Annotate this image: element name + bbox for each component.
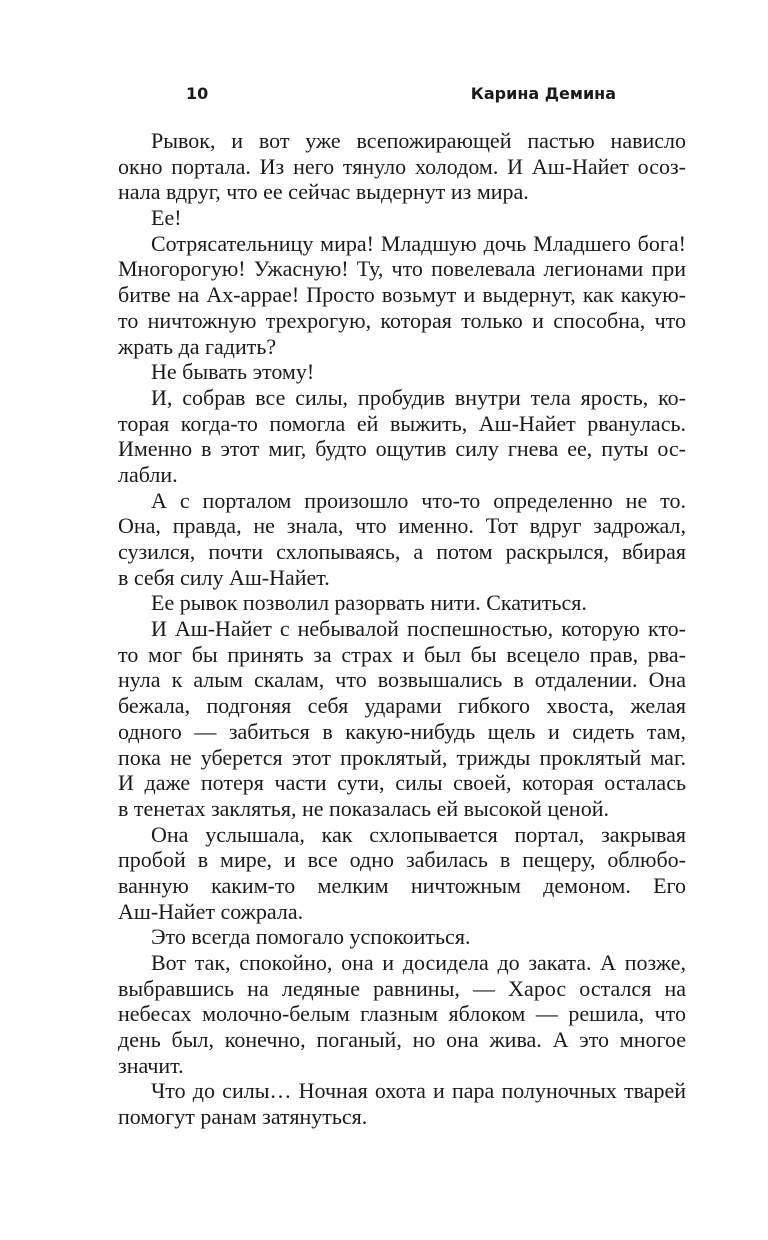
text-line: Многорогую! Ужасную! Ту, что повелевала легионами при <box>118 256 686 282</box>
paragraph <box>118 488 686 591</box>
text-line: сузился, почти схлопываясь, а потом раскрылся, вбирая <box>118 539 686 564</box>
text-line: ванную каким-то мелким ничтожным демоном. Его <box>118 872 686 898</box>
text-line: Она, правда, не знала, что именно. Тот вдруг задрожал, <box>118 513 686 539</box>
text-line: в себя силу Аш-Найет. <box>118 564 330 590</box>
text-line: Не бывать этому! <box>151 359 315 385</box>
text-line: Она услышала, как схлопывается портал, закрывая <box>151 821 686 847</box>
text-line: Что до силы… Ночная охота и пара полуночных тварей <box>151 1078 686 1104</box>
text-line: значит. <box>118 1052 184 1078</box>
paragraph <box>118 128 686 205</box>
text-line: Вот так, спокойно, она и досидела до заката. А позже, <box>151 950 686 975</box>
paragraph <box>118 359 686 385</box>
text-line: Сотрясательницу мира! Младшую дочь Младшего бога! <box>151 230 686 256</box>
paragraph <box>118 231 686 359</box>
text-line: битве на Ах-аррае! Просто возьмут и выдернут, как какую- <box>118 282 686 308</box>
text-line: Ее рывок позволил разорвать нити. Скатиться. <box>151 590 587 616</box>
text-line: жрать да гадить? <box>118 333 277 359</box>
text-line: пробой в мире, и все одно забилась в пещеру, облюбо- <box>118 847 686 873</box>
paragraph <box>118 1078 686 1129</box>
text-line: бежала, подгоняя себя ударами гибкого хвоста, желая <box>118 693 686 719</box>
paragraph <box>118 950 686 1078</box>
text-line: нула к алым скалам, что возвышались в отдалении. Она <box>118 667 686 693</box>
text-line: одного — забиться в какую-нибудь щель и сидеть там, <box>118 718 686 744</box>
text-line: окно портала. Из него тянуло холодом. И Аш-Найет осоз- <box>118 153 686 179</box>
text-line: то мог бы принять за страх и был бы всецело прав, рва- <box>118 641 686 667</box>
text-line: И Аш-Найет с небывалой поспешностью, которую кто- <box>151 616 686 642</box>
author-name: Карина Демина <box>470 84 616 103</box>
text-line: выбравшись на ледяные равнины, — Харос остался на <box>118 975 686 1001</box>
paragraph <box>118 822 686 925</box>
running-header <box>186 84 616 108</box>
paragraph <box>118 385 686 488</box>
text-line: то ничтожную трехрогую, которая только и способна, что <box>118 307 686 333</box>
text-line: Рывок, и вот уже всепожирающей пастью нависло <box>151 128 686 153</box>
paragraph <box>118 590 686 616</box>
text-line: Это всегда помогало успокоиться. <box>151 924 471 950</box>
text-line: И даже потеря части сути, силы своей, которая осталась <box>118 770 686 796</box>
text-line: Ее! <box>151 205 182 231</box>
text-line: помогут ранам затянуться. <box>118 1104 368 1130</box>
paragraph <box>118 924 686 950</box>
text-line: А с порталом произошло что-то определенно не то. <box>151 487 686 513</box>
text-line: И, собрав все силы, пробудив внутри тела ярость, ко- <box>151 384 686 410</box>
text-line: Аш-Найет сожрала. <box>118 898 304 924</box>
paragraph <box>118 616 686 822</box>
paragraph <box>118 205 686 231</box>
text-line: торая когда-то помогла ей выжить, Аш-Найет рванулась. <box>118 410 686 436</box>
text-line: пока не уберется этот проклятый, трижды проклятый маг. <box>118 744 686 770</box>
text-line: в тенетах заклятья, не показалась ей высокой ценой. <box>118 795 609 821</box>
text-line: Именно в этот миг, будто ощутив силу гнева ее, путы ос- <box>118 436 686 462</box>
text-line: день был, конечно, поганый, но она жива. А это многое <box>118 1027 686 1053</box>
text-line: лабли. <box>118 461 178 487</box>
text-line: небесах молочно-белым глазным яблоком — решила, что <box>118 1001 686 1027</box>
page-number: 10 <box>186 84 209 103</box>
text-line: нала вдруг, что ее сейчас выдернут из мира. <box>118 179 529 205</box>
body-text <box>118 128 686 1130</box>
